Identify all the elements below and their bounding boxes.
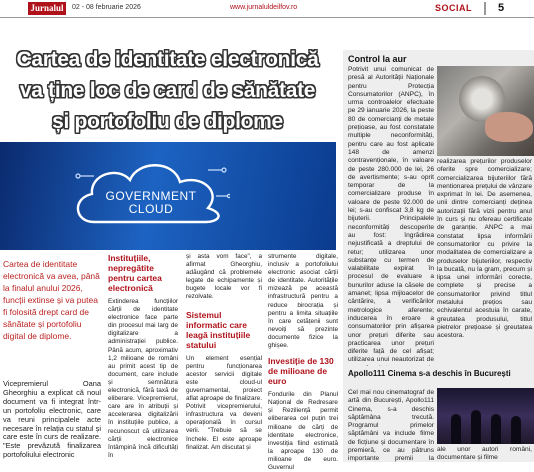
sidebar-text-2: realizarea prețurilor produselor oferite spre comercializare; comercializarea bijuteriilor fără mentionarea prețului de vânzare exprimat în lei. De asemenea, unii dintre comercianți deținea autorizații fără vizii pentru anul în curs și nu ofereau certificate de garanție. ANPC a mai constatat lipsa informării consumatorilor cu privire la modalitatea de comercializare a produselor bijuteriilor, respectiv la bucată, nu la gram, precum și lipsa unei informări corecte, complete și precise a consumatorilor privind titlul metalului prețios sau echivalentul acestuia în carate, greutatea produsului, titlul pietrelor prețioase și greutatea acestora. (437, 158, 532, 340)
newspaper-logo: Jurnalul (28, 2, 66, 15)
person-silhouette (451, 414, 461, 444)
page-header (0, 0, 534, 18)
sidebar-text-4: ale unor autori români, documentare și filme (437, 446, 532, 462)
col2-text: Extinderea funcțiilor cărții de identitate electronice face parte din procesul mai larg de digitalizare a administrației publice. Până acum, aproximativ 1,2 milioane de români au primit acest tip de document, care include și semnătura electronică, fără taxă de eliberare. Vicepremierul, care are în atribuții și accelerarea digitalizării în instituțiile publice, a recunoscut că utilizarea cărții electronice întâmpină încă dificultăți în (108, 298, 178, 459)
col4-text-top: strumente digitale, inclusiv a portofoliului electronic asociat cărții de identitate. Autoritățile mizează pe această infrastructură pentru a reduce birocrația și pentru a limita situațiile în care cetățenii sunt nevoiți să prezinte documente fizice la ghișee. (268, 253, 338, 350)
title-line: Cartea de identitate electronică (16, 48, 319, 71)
article-col2 (108, 253, 178, 460)
article-title (0, 44, 335, 137)
hand-shape (485, 112, 533, 142)
gold-scale-photo (437, 66, 534, 156)
issue-date: 02 - 08 februarie 2026 (72, 4, 141, 11)
cinema-event-photo (437, 388, 534, 444)
page-number: 5 (498, 2, 505, 14)
sidebar-text-3: Cel mai nou cinematograf de artă din București, Apollo111 Cinema, s-a deschis săptămâna trecută. Programul primelor săptămâni va include filme de ficțiune și documentare în premieră, ce au pătruns importante premii la (348, 389, 434, 462)
person-silhouette (471, 410, 481, 444)
col4-text: Fondurile din Planul Național de Redresare și Reziliență permit eliberarea cel puțin trei milioane de cărți de identitate electronice, investiția fiind estimată la aproape 130 de milioane de euro. Guvernul (268, 391, 338, 471)
hero-image (0, 142, 336, 250)
sidebar-text-1: Potrivit unui comunicat de presă al Autorității Naționale pentru Protecția Consumatorilor (ANPC), în urma controalelor efectuate pe 29 ianuarie 2026, la peste 80 de comercianți de metale prețioase, au fost constatate multiple neconformități, pentru care au fost aplicate 148 de amenzi contravenționale, în valoare de peste 280.000 de lei, 26 de avertismente; s-au oprit temporar de la comercializare produse în valoare de peste 92.000 de lei; s-au confiscat 3,8 kg de bijuterii. Principalele neconformități descoperite au fost: îngrădirea nejustificată a dreptului de retur; utilizarea unor substanțe cu termen de valabilitate expirat în procesul de evaluare a bunurilor aduse la căsele de amanet; lipsa mijloacelor de cântărire, a verificărilor metrologice aferente; inducerea în eroare a consumatorilor prin afișarea unor prețuri diferite sau practicarea unor prețuri diferite față de cel afișat; utilizarea unui neautorizat de (348, 66, 434, 364)
apollo-heading: Apollo111 Cinema s-a deschis în București (348, 369, 511, 378)
title-line: și portofoliu de diplome (52, 110, 283, 133)
hero-text-cloud: CLOUD (128, 202, 174, 216)
person-silhouette (511, 416, 521, 444)
hero-caption (90, 190, 212, 216)
article-col3 (186, 253, 262, 452)
person-silhouette (491, 414, 501, 444)
sidebar-title: Control la aur (348, 54, 407, 64)
article-body-col1: Vicepremierul Oana Gheorghiu a explicat că noul document va fi integrat într-un portofoliu electronic, care va reuni principalele acte necesare în relația cu statul și care este în curs de realizare. "Este prevăzută finalizarea portofoliului electronic (3, 379, 101, 460)
article-col4 (268, 253, 338, 472)
hero-text-government: GOVERNMENT (105, 189, 197, 203)
header-divider (484, 2, 486, 15)
col4-heading: Investiție de 130 de milioane de euro (268, 356, 334, 387)
col3-text: Un element esențial pentru funcționarea acestor servicii digitale este cloud-ul guvernamental, proiect aflat aproape de finalizare. Potrivit vicepremierului, infrastructura va deveni operațională în cursul verii. "Trebuie să se închele. El este aproape finalizat. Am discutat și (186, 354, 262, 451)
col2-heading: Instituțiile, nepregătite pentru cartea electronică (108, 253, 162, 293)
section-name: SOCIAL (435, 3, 473, 13)
title-line: va ține loc de card de sănătate (19, 79, 316, 102)
article-lead: Cartea de identitate electronică va avea, până la finalul anului 2026, funcții extinse și va putea fi folosită drept card de sănătate și portofoliu digital de diplome. (3, 259, 100, 341)
col3-heading: Sistemul informatic care leagă instituțiile statului (186, 309, 251, 350)
site-url[interactable]: www.jurnaluldeilfov.ro (230, 4, 298, 11)
col3-text-top: și asta vom face", a afirmat Gheorghiu, adăugând că problemele legate de echipamente și bugete locale vor fi rezolvate. (186, 253, 262, 301)
